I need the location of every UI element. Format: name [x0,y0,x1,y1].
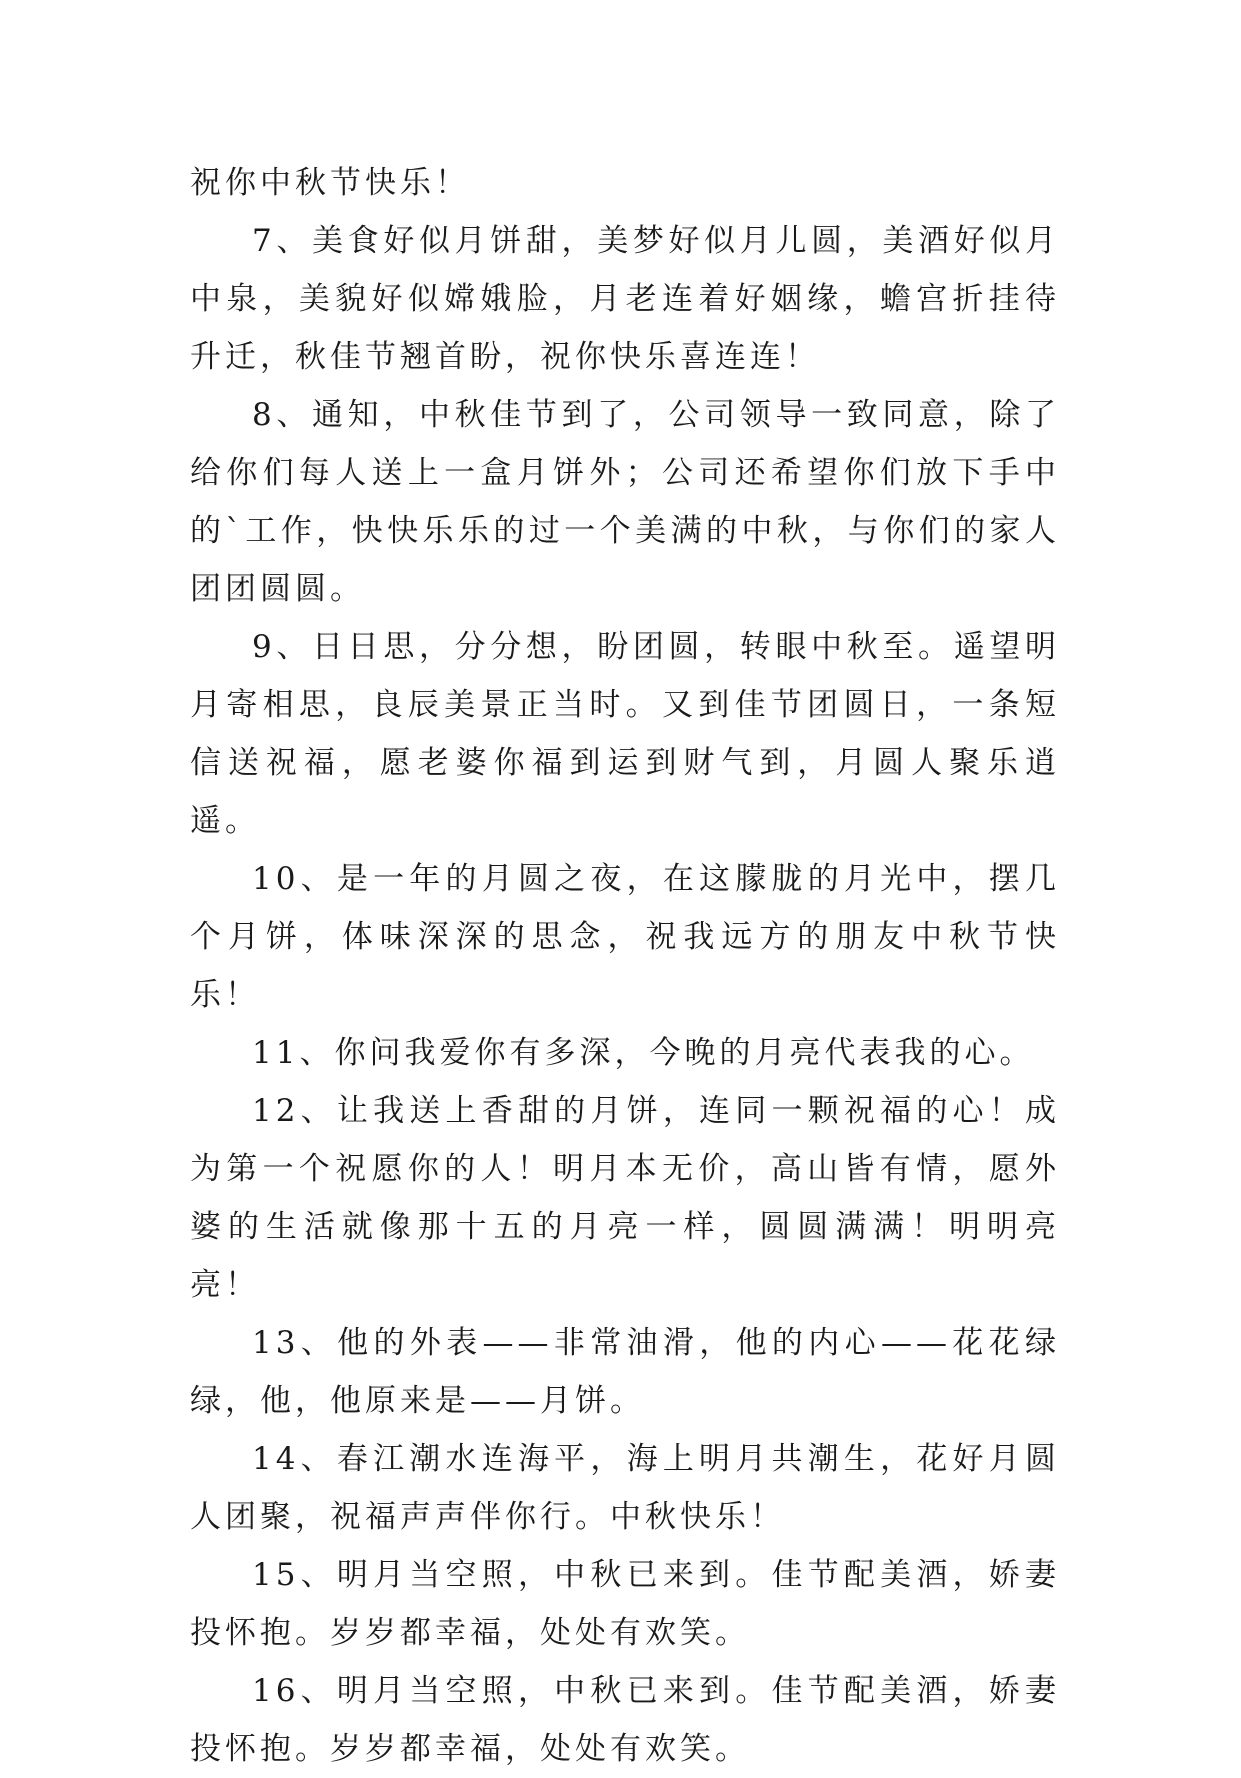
paragraph-10: 10、是一年的月圆之夜，在这朦胧的月光中，摆几个月饼，体味深深的思念，祝我远方的朋友中秋节快乐！ [190,861,1060,1013]
document-body [190,154,1060,1778]
paragraph-12: 12、让我送上香甜的月饼，连同一颗祝福的心！成为第一个祝愿你的人！明月本无价，高山皆有情，愿外婆的生活就像那十五的月亮一样，圆圆满满！明明亮亮！ [190,1093,1060,1303]
paragraph-7: 7、美食好似月饼甜，美梦好似月儿圆，美酒好似月中泉，美貌好似嫦娥脸，月老连着好姻缘，蟾宫折挂待升迁，秋佳节翘首盼，祝你快乐喜连连！ [190,223,1060,375]
paragraph-14: 14、春江潮水连海平，海上明月共潮生，花好月圆人团聚，祝福声声伴你行。中秋快乐！ [190,1441,1060,1535]
paragraph-13: 13、他的外表——非常油滑，他的内心——花花绿绿，他，他原来是——月饼。 [190,1325,1060,1419]
paragraph-0: 祝你中秋节快乐！ [190,165,470,201]
paragraph-11: 11、你问我爱你有多深，今晚的月亮代表我的心。 [252,1035,1035,1071]
paragraph-16: 16、明月当空照，中秋已来到。佳节配美酒，娇妻投怀抱。岁岁都幸福，处处有欢笑。 [190,1673,1060,1767]
paragraph-15: 15、明月当空照，中秋已来到。佳节配美酒，娇妻投怀抱。岁岁都幸福，处处有欢笑。 [190,1557,1060,1651]
paragraph-8: 8、通知，中秋佳节到了，公司领导一致同意，除了给你们每人送上一盒月饼外；公司还希望你们放下手中的`工作，快快乐乐的过一个美满的中秋，与你们的家人团团圆圆。 [190,397,1060,607]
paragraph-9: 9、日日思，分分想，盼团圆，转眼中秋至。遥望明月寄相思，良辰美景正当时。又到佳节团圆日，一条短信送祝福，愿老婆你福到运到财气到，月圆人聚乐逍遥。 [190,629,1060,839]
